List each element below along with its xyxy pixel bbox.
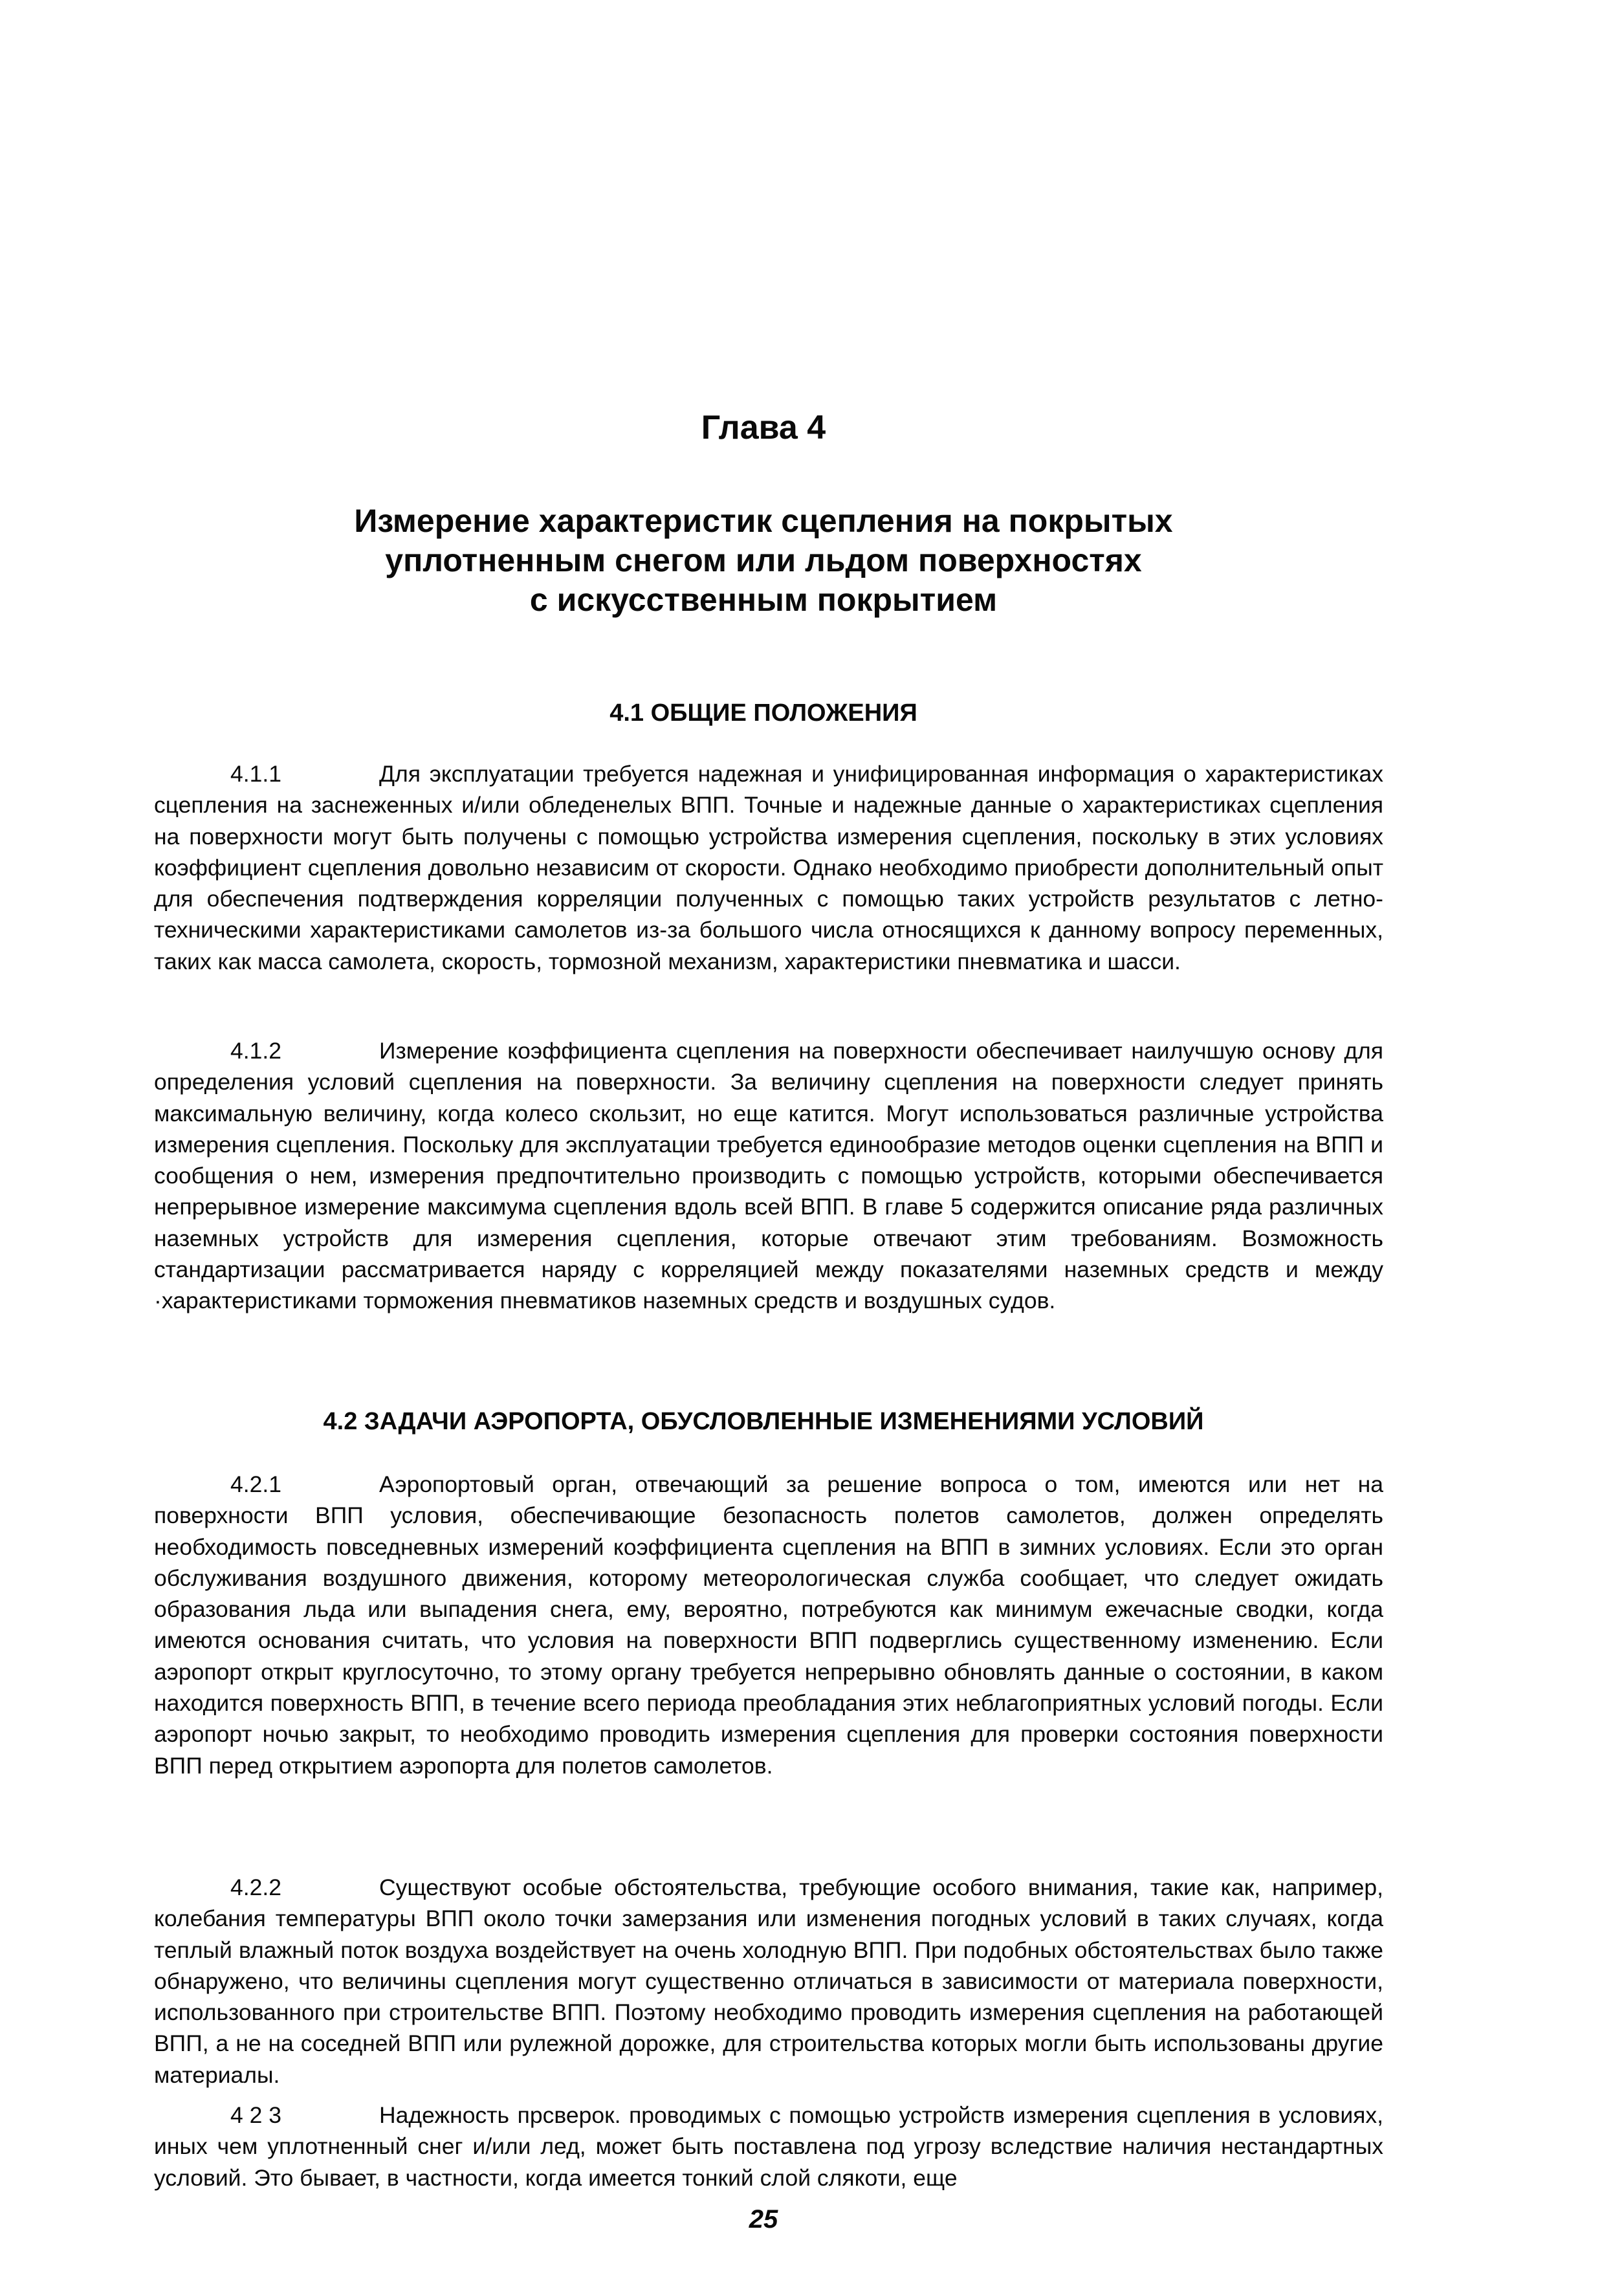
chapter-title-line: с искусственным покрытием xyxy=(529,582,998,618)
section-heading-4-2: 4.2 ЗАДАЧИ АЭРОПОРТА, ОБУСЛОВЛЕННЫЕ ИЗМЕНЕНИЯМИ УСЛОВИЙ xyxy=(323,1408,1204,1435)
paragraph-number: 4.2.2 xyxy=(230,1874,281,1900)
paragraph-4-2-3 xyxy=(154,2100,1383,2193)
paragraph-text: Измерение коэффициента сцепления на поверхности обеспечивает наилучшую основу для определения условий сцепления на поверхности. За величину сцепления на поверхности следует принять максимальную величину, когда колесо скользит, но еще катится. Могут использоваться различные устройства измерения сцепления. Поскольку для эксплуатации требуется единообразие методов оценки сцепления на ВПП и сообщения о нем, измерения предпочтительно производить с помощью устройств, которыми обеспечивается непрерывное измерение максимума сцепления вдоль всей ВПП. В главе 5 содержится описание ряда различных наземных устройств для измерения сцепления, которые отвечают этим требованиям. Возможность стандартизации рассматривается наряду с корреляцией между показателями наземных средств и между ·характеристиками торможения пневматиков наземных средств и воздушных судов. xyxy=(154,1038,1383,1314)
chapter-title-line: Измерение характеристик сцепления на покрытых xyxy=(354,503,1173,539)
paragraph-number: 4.1.1 xyxy=(230,761,281,787)
paragraph-text: Надежность прсверок. проводимых с помощью устройств измерения сцепления в условиях, иных чем уплотненный снег и/или лед, может быть поставлена под угрозу вследствие наличия нестандартных условий. Это бывает, в частности, когда имеется тонкий слой слякоти, еще xyxy=(154,2102,1383,2191)
chapter-title xyxy=(0,501,1527,620)
paragraph-text: Для эксплуатации требуется надежная и унифицированная информация о характеристиках сцепления на заснеженных и/или обледенелых ВПП. Точные и надежные данные о характеристиках сцепления на поверхности могут быть получены с помощью устройства измерения сцепления, поскольку в этих условиях коэффициент сцепления довольно независим от скорости. Однако необходимо приобрести дополнительный опыт для обеспечения подтверждения корреляции полученных с помощью таких устройств результатов с летно-техническими характеристиками самолетов из-за большого числа относящихся к данному вопросу переменных, таких как масса самолета, скорость, тормозной механизм, характеристики пневматика и шасси. xyxy=(154,761,1383,974)
paragraph-4-2-1 xyxy=(154,1469,1383,1781)
section-heading-4-1: 4.1 ОБЩИЕ ПОЛОЖЕНИЯ xyxy=(609,699,917,727)
paragraph-4-1-1 xyxy=(154,758,1383,977)
page-number: 25 xyxy=(749,2205,778,2234)
chapter-heading: Глава 4 xyxy=(701,409,826,446)
paragraph-number: 4.2.1 xyxy=(230,1471,281,1497)
paragraph-number: 4 2 3 xyxy=(230,2102,281,2128)
paragraph-4-2-2 xyxy=(154,1872,1383,2091)
chapter-title-line: уплотненным снегом или льдом поверхностях xyxy=(385,542,1142,578)
paragraph-text: Существуют особые обстоятельства, требующие особого внимания, такие как, например, колебания температуры ВПП около точки замерзания или изменения погодных условий в таких случаях, когда теплый влажный поток воздуха воздействует на очень холодную ВПП. При подобных обстоятельствах было также обнаружено, что величины сцепления могут существенно отличаться в зависимости от материала поверхности, использованного при строительстве ВПП. Поэтому необходимо проводить измерения сцепления на работающей ВПП, а не на соседней ВПП или рулежной дорожке, для строительства которых могли быть использованы другие материалы. xyxy=(154,1874,1383,2088)
paragraph-text: Аэропортовый орган, отвечающий за решение вопроса о том, имеются или нет на поверхности ВПП условия, обеспечивающие безопасность полетов самолетов, должен определять необходимость повседневных измерений коэффициента сцепления на ВПП в зимних условиях. Если это орган обслуживания воздушного движения, которому метеорологическая служба сообщает, что следует ожидать образования льда или выпадения снега, ему, вероятно, потребуются как минимум ежечасные сводки, когда имеются основания считать, что условия на поверхности ВПП подверглись существенному изменению. Если аэропорт открыт круглосуточно, то этому органу требуется непрерывно обновлять данные о состоянии, в каком находится поверхность ВПП, в течение всего периода преобладания этих неблагоприятных условий погоды. Если аэропорт ночью закрыт, то необходимо проводить измерения сцепления для проверки состояния поверхности ВПП перед открытием аэропорта для полетов самолетов. xyxy=(154,1471,1383,1779)
paragraph-number: 4.1.2 xyxy=(230,1038,281,1064)
paragraph-4-1-2 xyxy=(154,1035,1383,1317)
